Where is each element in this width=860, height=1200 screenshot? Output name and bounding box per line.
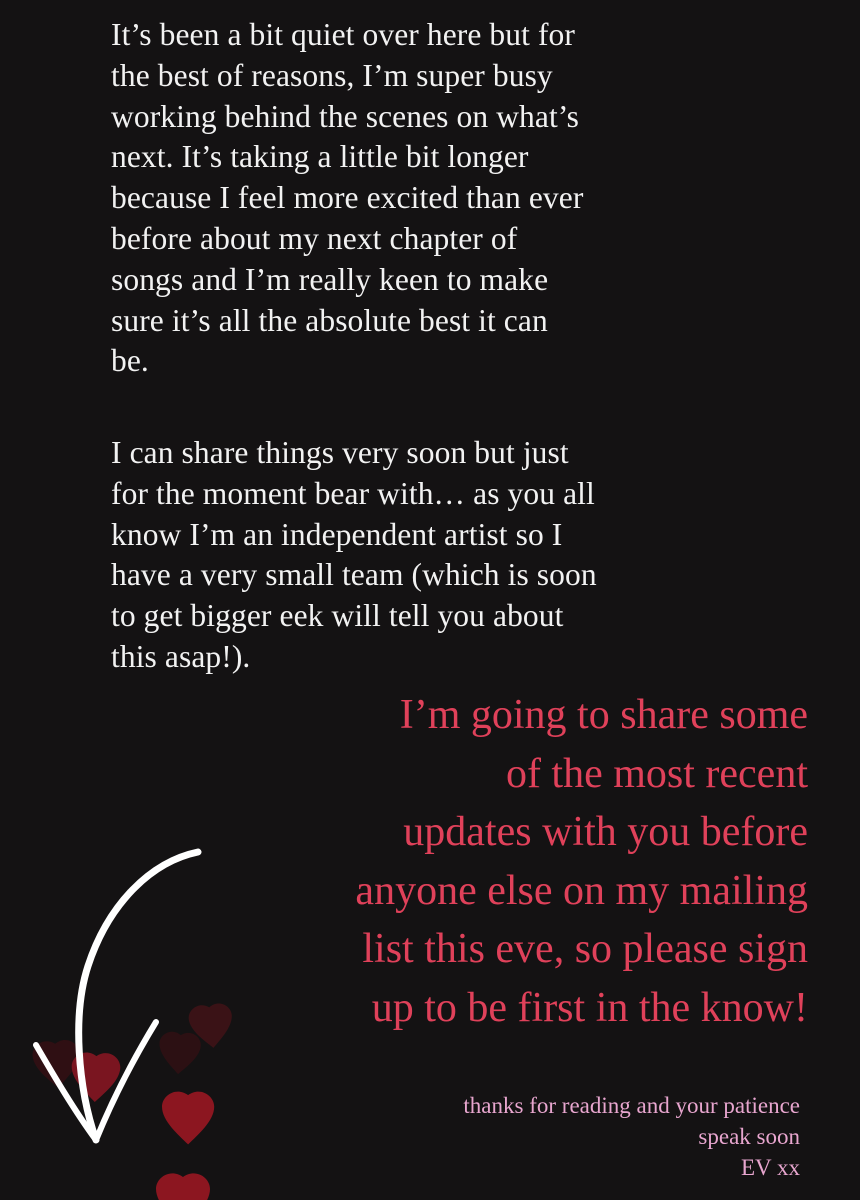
mailing-list-callout (168, 686, 808, 1038)
callout-line: updates with you before (403, 809, 808, 856)
heart-icon (70, 1052, 120, 1103)
text-line: because I feel more excited than ever (111, 180, 584, 216)
callout-line: I’m going to share some (399, 692, 808, 738)
text-line: be. (111, 343, 149, 379)
heart-icon (156, 1173, 210, 1200)
text-line: for the moment bear with… as you all (111, 475, 595, 511)
text-line: this asap!). (111, 638, 251, 674)
callout-line: list this eve, so please sign (362, 926, 808, 973)
text-line: sure it’s all the absolute best it can (111, 302, 548, 338)
text-line: working behind the scenes on what’s (111, 98, 580, 134)
text-line: It’s been a bit quiet over here but for (111, 17, 575, 52)
signoff-line: speak soon (698, 1124, 800, 1149)
heart-icon (162, 1092, 214, 1145)
update-paragraph (111, 433, 671, 678)
text-line: songs and I’m really keen to make (111, 261, 549, 297)
text-line: know I’m an independent artist so I (111, 516, 563, 552)
callout-line: of the most recent (505, 750, 808, 797)
heart-icon (157, 1031, 201, 1076)
text-line: the best of reasons, I’m super busy (111, 57, 553, 93)
signoff-signature: EV xx (741, 1155, 800, 1180)
signoff-line: thanks for reading and your patience (463, 1093, 800, 1118)
callout-line: up to be first in the know! (371, 984, 808, 1031)
text-line: have a very small team (which is soon (111, 557, 597, 593)
text-line: to get bigger eek will tell you about (111, 598, 564, 634)
signoff (463, 1090, 800, 1183)
callout-line: anyone else on my mailing (355, 867, 808, 914)
text-line: I can share things very soon but just (111, 435, 569, 470)
text-line: next. It’s taking a little bit longer (111, 139, 529, 175)
text-line: before about my next chapter of (111, 220, 518, 256)
intro-paragraph (111, 15, 671, 382)
heart-icon (32, 1039, 82, 1090)
